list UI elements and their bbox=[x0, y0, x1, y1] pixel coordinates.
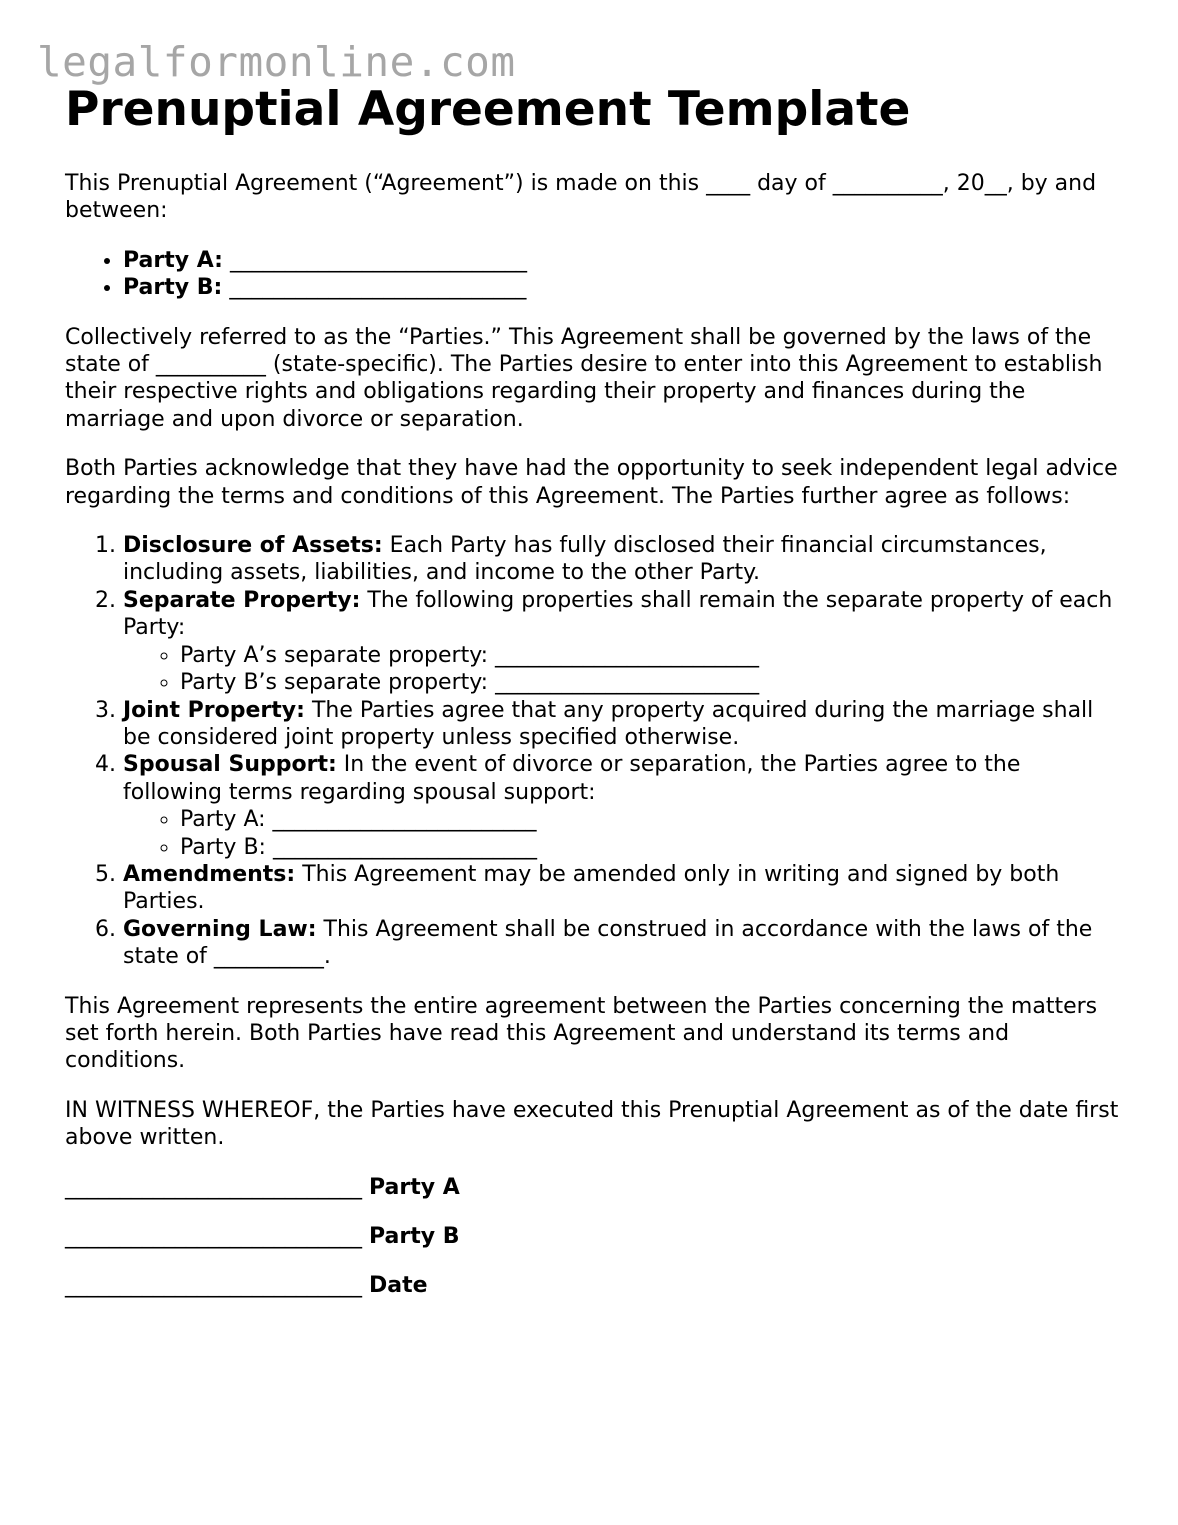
party-b-blank: ___________________________ bbox=[229, 275, 527, 301]
term-heading: Joint Property: bbox=[123, 697, 305, 723]
party-a-item bbox=[123, 247, 1125, 274]
term-heading: Separate Property: bbox=[123, 587, 361, 613]
term-heading: Spousal Support: bbox=[123, 752, 337, 778]
term-item bbox=[123, 751, 1125, 861]
term-heading: Governing Law: bbox=[123, 916, 317, 942]
term-text: This Agreement shall be construed in accordance with the laws of the state of __________. bbox=[123, 916, 1093, 970]
signature-line-party-b bbox=[65, 1223, 1125, 1250]
term-text: This Agreement may be amended only in writing and signed by both Parties. bbox=[123, 861, 1060, 915]
intro-paragraph: This Prenuptial Agreement (“Agreement”) is made on this ____ day of __________, 20__, by and between: bbox=[65, 171, 1097, 224]
term-item bbox=[123, 587, 1125, 697]
sub-item: ◦ Party A’s separate property: ________________________ bbox=[180, 642, 1125, 669]
term-text: The following properties shall remain the separate property of each Party: bbox=[123, 587, 1113, 641]
spousal-support-list bbox=[123, 806, 1125, 861]
parties-list bbox=[65, 247, 1125, 302]
terms-list bbox=[65, 532, 1125, 971]
signature-label: Party B bbox=[369, 1224, 460, 1249]
witness-paragraph: IN WITNESS WHEREOF, the Parties have executed this Prenuptial Agreement as of the date first above written. bbox=[65, 1097, 1119, 1151]
signature-line-date bbox=[65, 1272, 1125, 1299]
party-b-item bbox=[123, 274, 1125, 301]
term-heading: Amendments: bbox=[123, 861, 296, 887]
signature-blank: ___________________________ bbox=[65, 1273, 362, 1299]
sub-item: ◦ Party B: ________________________ bbox=[180, 834, 1125, 861]
term-item bbox=[123, 916, 1125, 971]
term-text: Each Party has fully disclosed their financial circumstances, including assets, liabilities, and income to the other Party. bbox=[123, 533, 1047, 586]
party-b-label: Party B: bbox=[123, 275, 223, 301]
signature-blank: ___________________________ bbox=[65, 1174, 362, 1200]
separate-property-list bbox=[123, 642, 1125, 697]
term-item bbox=[123, 532, 1125, 587]
entire-agreement-paragraph: This Agreement represents the entire agreement between the Parties concerning the matters set forth herein. Both Parties have read this Agreement and understand its terms and conditions. bbox=[65, 993, 1098, 1074]
term-item bbox=[123, 861, 1125, 916]
signature-label: Date bbox=[369, 1273, 428, 1299]
watermark: legalformonline.com bbox=[37, 38, 516, 86]
term-item bbox=[123, 697, 1125, 752]
party-a-blank: ___________________________ bbox=[229, 247, 527, 273]
party-a-label: Party A: bbox=[123, 247, 223, 273]
term-text: The Parties agree that any property acquired during the marriage shall be considered joint property unless specified otherwise. bbox=[123, 697, 1094, 750]
page-title: Prenuptial Agreement Template bbox=[65, 82, 911, 137]
sub-item: ◦ Party B’s separate property: ________________________ bbox=[180, 669, 1125, 696]
collective-paragraph: Collectively referred to as the “Parties.” This Agreement shall be governed by the laws of the state of __________ (state-specific). The Parties desire to enter into this Agreement to establish their respective rights and obligations regarding their property and finances during the marriage and upon divorce or separation. bbox=[65, 324, 1103, 432]
signature-label: Party A bbox=[369, 1174, 460, 1200]
acknowledge-paragraph: Both Parties acknowledge that they have had the opportunity to seek independent legal advice regarding the terms and conditions of this Agreement. The Parties further agree as follows: bbox=[65, 456, 1118, 509]
sub-item: ◦ Party A: ________________________ bbox=[180, 806, 1125, 833]
term-text: In the event of divorce or separation, the Parties agree to the following terms regarding spousal support: bbox=[123, 752, 1021, 805]
document-page bbox=[65, 82, 1125, 1322]
signature-blank: ___________________________ bbox=[65, 1224, 362, 1249]
term-heading: Disclosure of Assets: bbox=[123, 533, 383, 559]
signature-line-party-a bbox=[65, 1174, 1125, 1201]
